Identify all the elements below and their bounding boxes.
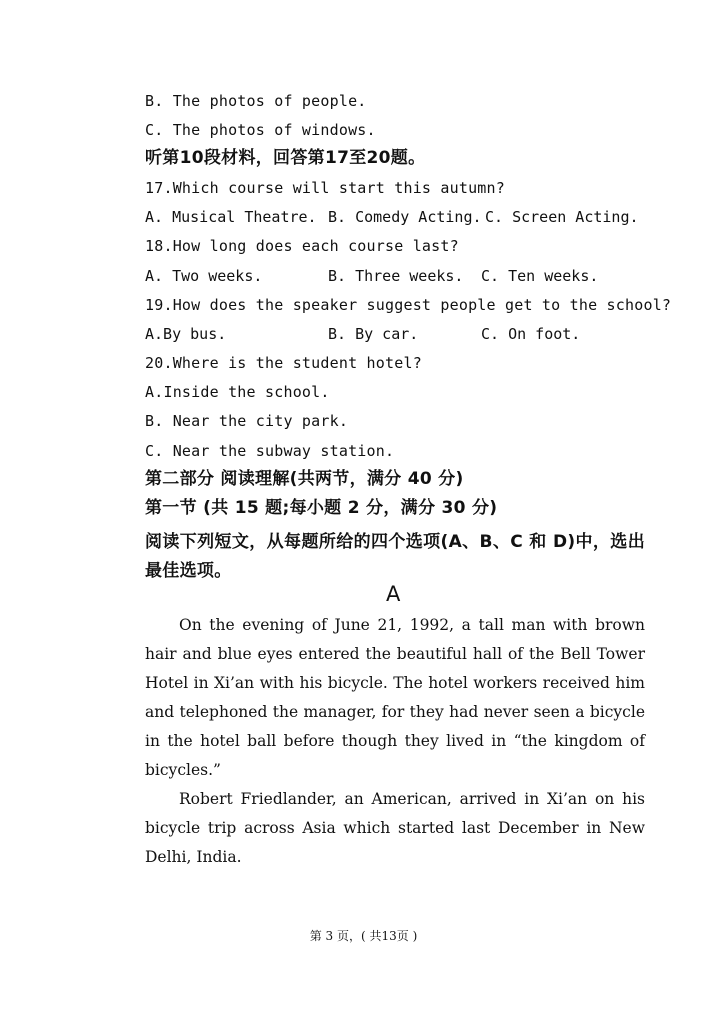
part2-title: 第二部分 阅读理解(共两节，满分 40 分) [145, 469, 464, 489]
q17-option-a: A. Musical Theatre. [145, 208, 317, 226]
passage-paragraph-1: On the evening of June 21, 1992, a tall man with brown hair and blue eyes entered the beautiful hall of the Bell Tower Hotel in Xi’an with his bicycle. The hotel workers received him and telephoned the manager, for they had never seen a bicycle in the hotel ball before though they lived in “the kingdom of bicycles.” [145, 616, 645, 779]
q17-stem: 17.Which course will start this autumn? [145, 179, 505, 197]
q20-stem: 20.Where is the student hotel? [145, 354, 422, 372]
q18-option-c: C. Ten weeks. [481, 267, 599, 285]
q20-option-c: C. Near the subway station. [145, 442, 395, 460]
passage-heading: A [386, 582, 401, 606]
section10-instruction: 听第10段材料，回答第17至20题。 [145, 148, 426, 168]
q19-option-a: A.By bus. [145, 325, 227, 343]
q18-stem: 18.How long does each course last? [145, 237, 459, 255]
section1-title: 第一节 (共 15 题;每小题 2 分，满分 30 分) [145, 498, 498, 518]
passage-paragraph-2: Robert Friedlander, an American, arrived in Xi’an on his bicycle trip across Asia which started last December in New Delhi, India. [145, 790, 645, 866]
q19-stem: 19.How does the speaker suggest people get to the school? [145, 296, 672, 314]
q18-option-a: A. Two weeks. [145, 267, 263, 285]
q16-option-b: B. The photos of people. [145, 92, 367, 110]
q19-option-c: C. On foot. [481, 325, 581, 343]
reading-instruction: 阅读下列短文，从每题所给的四个选项(A、B、C 和 D)中，选出最佳选项。 [145, 532, 645, 581]
q19-option-b: B. By car. [328, 325, 419, 343]
q18-option-b: B. Three weeks. [328, 267, 464, 285]
page-footer: 第 3 页，( 共13页 ) [309, 929, 418, 943]
q17-option-b: B. Comedy Acting. [328, 208, 482, 226]
q20-option-b: B. Near the city park. [145, 412, 349, 430]
q16-option-c: C. The photos of windows. [145, 121, 376, 139]
q20-option-a: A.Inside the school. [145, 383, 330, 401]
q17-option-c: C. Screen Acting. [485, 208, 639, 226]
